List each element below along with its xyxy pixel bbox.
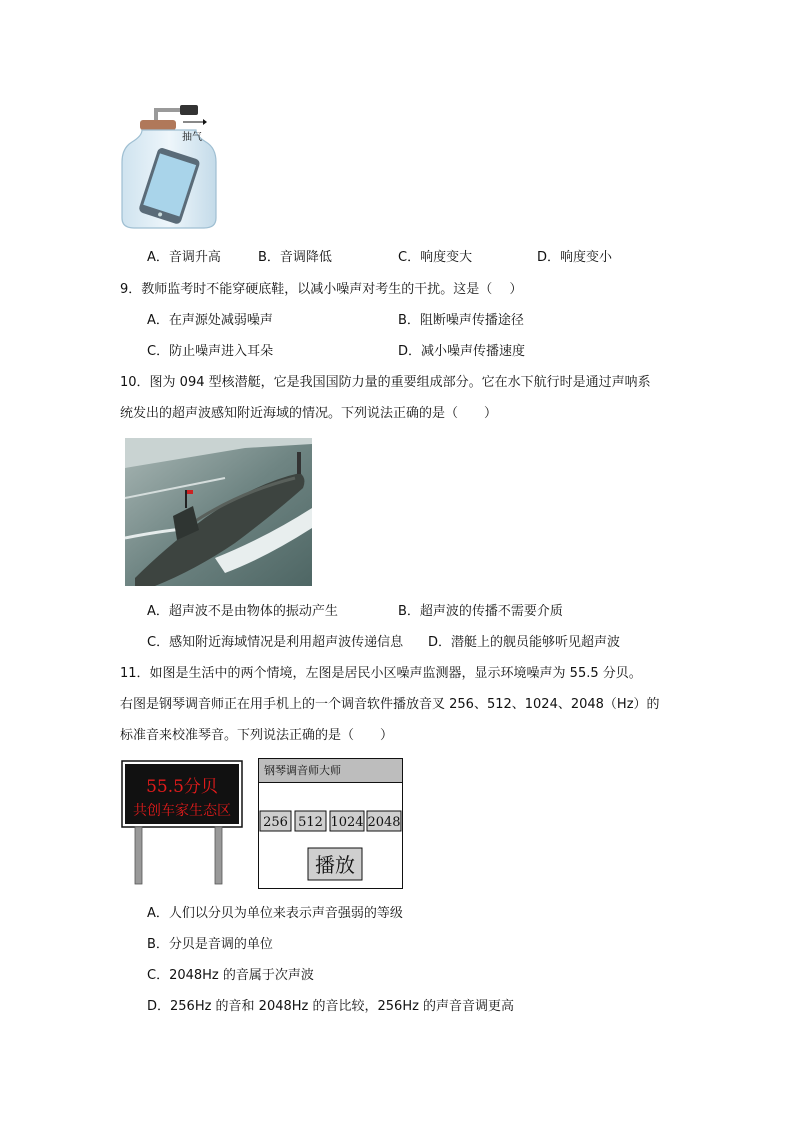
monitor-reading: 55.5分贝 (146, 777, 218, 797)
freq-button-2048[interactable] (367, 811, 401, 831)
q11-option-c: C．2048Hz 的音属于次声波 (147, 968, 314, 983)
bell-jar-figure (118, 100, 228, 232)
q8-option-d: D．响度变小 (537, 250, 613, 265)
q9-option-a: A．在声源处减弱噪声 (147, 313, 273, 328)
freq-button-1024[interactable] (330, 811, 364, 831)
q11-stem-line3: 标准音来校准琴音。下列说法正确的是（ ） (120, 728, 394, 743)
q9-option-c: C．防止噪声进入耳朵 (147, 344, 274, 359)
pump-label: 抽气 (182, 132, 202, 143)
q10-option-b: B．超声波的传播不需要介质 (398, 604, 563, 619)
q10-option-a: A．超声波不是由物体的振动产生 (147, 604, 338, 619)
q9-stem: 9．教师监考时不能穿硬底鞋，以减小噪声对考生的干扰。这是（ ） (120, 282, 523, 297)
freq-label-1024: 1024 (330, 815, 364, 830)
freq-label-2048: 2048 (367, 815, 401, 830)
pump-arrow-icon (183, 118, 207, 126)
submarine-photo (125, 438, 312, 586)
q11-option-a: A．人们以分贝为单位来表示声音强弱的等级 (147, 906, 403, 921)
q11-option-b: B．分贝是音调的单位 (147, 937, 273, 952)
q11-option-d: D．256Hz 的音和 2048Hz 的音比较，256Hz 的声音音调更高 (147, 999, 515, 1014)
freq-label-512: 512 (298, 815, 323, 830)
q8-option-c: C．响度变大 (398, 250, 473, 265)
monitor-slogan: 共创车家生态区 (133, 803, 231, 819)
freq-button-256[interactable] (260, 811, 291, 831)
play-label: 播放 (315, 853, 355, 877)
q10-option-d: D．潜艇上的舰员能够听见超声波 (428, 635, 621, 650)
app-title: 钢琴调音师大师 (264, 764, 341, 777)
q9-option-d: D．减小噪声传播速度 (398, 344, 526, 359)
q9-option-b: B．阻断噪声传播途径 (398, 313, 524, 328)
q10-stem-line1: 10．图为 094 型核潜艇，它是我国国防力量的重要组成部分。它在水下航行时是通过声呐系 (120, 375, 651, 390)
q10-option-c: C．感知附近海域情况是利用超声波传递信息 (147, 635, 404, 650)
q8-option-b: B．音调降低 (258, 250, 332, 265)
q8-option-a: A．音调升高 (147, 250, 221, 265)
noise-monitor-figure (121, 760, 243, 886)
q10-stem-line2: 统发出的超声波感知附近海域的情况。下列说法正确的是（ ） (120, 406, 498, 421)
q11-stem-line2: 右图是钢琴调音师正在用手机上的一个调音软件播放音叉 256、512、1024、2048（Hz）的 (120, 697, 660, 712)
tuning-app-figure (258, 758, 403, 890)
freq-button-512[interactable] (295, 811, 326, 831)
freq-label-256: 256 (263, 815, 288, 830)
play-button[interactable] (308, 848, 362, 880)
q11-stem-line1: 11．如图是生活中的两个情境，左图是居民小区噪声监测器，显示环境噪声为 55.5 分贝。 (120, 666, 642, 681)
